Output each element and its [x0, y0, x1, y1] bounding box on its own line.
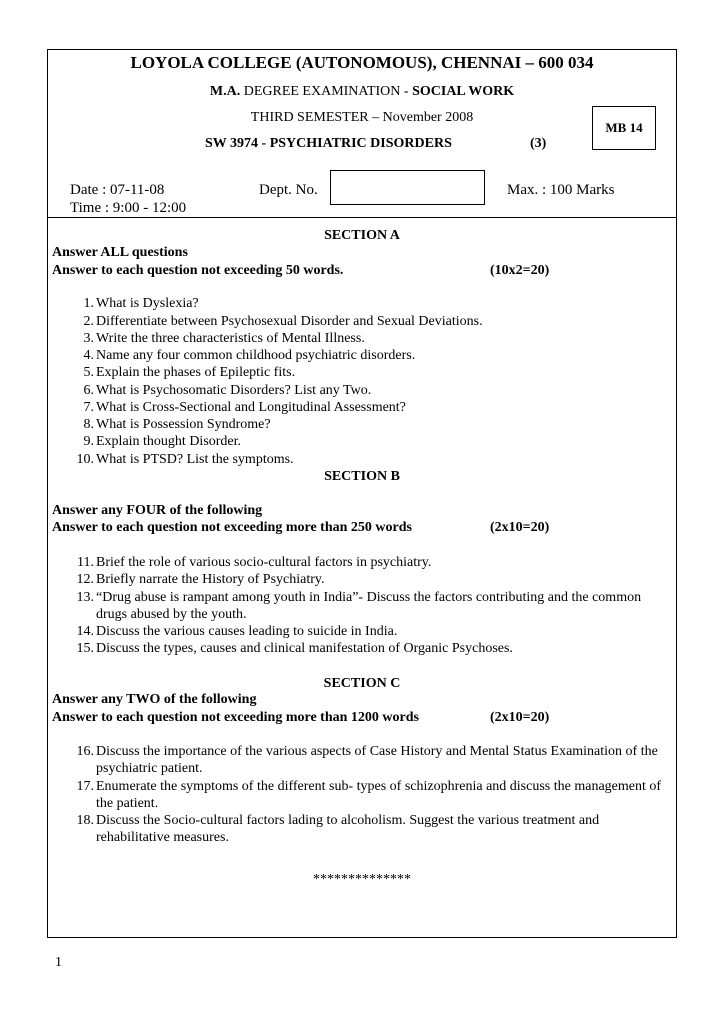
- question-number: 1.: [83, 296, 94, 311]
- question-text: Discuss the Socio-cultural factors lading to alcoholism. Suggest the various treatment and rehabilitative measures.: [96, 813, 600, 845]
- question-text: Discuss the importance of the various aspects of Case History and Mental Status Examination of the psychiatric patient.: [96, 744, 658, 776]
- section-c-title: SECTION C: [323, 676, 401, 691]
- exam-time: Time : 9:00 - 12:00: [70, 200, 187, 216]
- question-number: 2.: [83, 314, 94, 329]
- question-item: [72, 313, 672, 330]
- max-marks: Max. : 100 Marks: [507, 182, 615, 198]
- question-item: [72, 589, 672, 623]
- question-text: What is Dyslexia?: [96, 296, 199, 311]
- section-a-word-limit: Answer to each question not exceeding 50 words.: [52, 263, 344, 278]
- question-text: Explain thought Disorder.: [96, 434, 242, 449]
- question-number: 6.: [83, 383, 94, 398]
- dept-number-field[interactable]: [330, 170, 485, 205]
- question-number: 5.: [83, 365, 94, 380]
- question-number: 8.: [83, 417, 94, 432]
- question-number: 9.: [83, 434, 94, 449]
- question-text: Write the three characteristics of Mental Illness.: [96, 331, 365, 346]
- question-text: Discuss the various causes leading to suicide in India.: [96, 624, 398, 639]
- question-item: [72, 812, 672, 846]
- question-text: Discuss the types, causes and clinical manifestation of Organic Psychoses.: [96, 641, 513, 656]
- question-item: [72, 778, 672, 812]
- degree-subject: SOCIAL WORK: [412, 84, 515, 99]
- question-item: [72, 743, 672, 777]
- question-item: [72, 416, 672, 433]
- question-text: Explain the phases of Epileptic fits.: [96, 365, 296, 380]
- question-item: [72, 433, 672, 450]
- paper-code-box: MB 14: [592, 106, 656, 150]
- question-item: [72, 623, 672, 640]
- question-item: [72, 295, 672, 312]
- question-number: 7.: [83, 400, 94, 415]
- question-text: Enumerate the symptoms of the different sub- types of schizophrenia and discuss the management of the patient.: [96, 779, 662, 811]
- section-a-instruction: Answer ALL questions: [52, 245, 188, 260]
- question-item: [72, 330, 672, 347]
- question-item: [72, 640, 672, 657]
- question-number: 18.: [76, 813, 94, 828]
- question-item: [72, 347, 672, 364]
- header-divider: [47, 217, 677, 218]
- question-number: 17.: [76, 779, 94, 794]
- question-text: What is PTSD? List the symptoms.: [96, 452, 294, 467]
- question-number: 4.: [83, 348, 94, 363]
- college-name: LOYOLA COLLEGE (AUTONOMOUS), CHENNAI – 600 034: [130, 53, 594, 72]
- question-item: [72, 571, 672, 588]
- degree-mid: DEGREE EXAMINATION -: [240, 84, 413, 99]
- semester-line: THIRD SEMESTER – November 2008: [250, 110, 474, 125]
- question-text: What is Psychosomatic Disorders? List any Two.: [96, 383, 372, 398]
- question-text: Brief the role of various socio-cultural factors in psychiatry.: [96, 555, 432, 570]
- question-text: Briefly narrate the History of Psychiatry.: [96, 572, 325, 587]
- end-mark: **************: [313, 872, 411, 887]
- section-b-marks: (2x10=20): [490, 520, 550, 535]
- question-item: [72, 382, 672, 399]
- question-number: 10.: [76, 452, 94, 467]
- question-number: 16.: [76, 744, 94, 759]
- section-c-marks: (2x10=20): [490, 710, 550, 725]
- section-c-instruction: Answer any TWO of the following: [52, 692, 257, 707]
- question-number: 14.: [76, 624, 94, 639]
- question-item: [72, 399, 672, 416]
- question-text: “Drug abuse is rampant among youth in India”- Discuss the factors contributing and the common drugs abused by the youth.: [96, 590, 642, 622]
- degree-bold: M.A.: [209, 84, 241, 99]
- question-text: What is Cross-Sectional and Longitudinal Assessment?: [96, 400, 406, 415]
- paper-title: SW 3974 - PSYCHIATRIC DISORDERS: [205, 136, 452, 151]
- question-text: Name any four common childhood psychiatric disorders.: [96, 348, 416, 363]
- page-number: 1: [55, 955, 62, 970]
- question-number: 15.: [76, 641, 94, 656]
- section-b-word-limit: Answer to each question not exceeding more than 250 words: [52, 520, 412, 535]
- question-text: Differentiate between Psychosexual Disorder and Sexual Deviations.: [96, 314, 483, 329]
- section-b-instruction: Answer any FOUR of the following: [52, 503, 263, 518]
- question-item: [72, 451, 672, 468]
- section-c-word-limit: Answer to each question not exceeding more than 1200 words: [52, 710, 419, 725]
- degree-line: [47, 84, 677, 100]
- question-number: 11.: [77, 555, 94, 570]
- exam-date: Date : 07-11-08: [70, 182, 165, 198]
- section-a-marks: (10x2=20): [490, 263, 550, 278]
- question-number: 12.: [76, 572, 94, 587]
- question-number: 13.: [76, 590, 94, 605]
- question-number: 3.: [83, 331, 94, 346]
- question-text: What is Possession Syndrome?: [96, 417, 271, 432]
- section-b-title: SECTION B: [324, 469, 400, 484]
- question-item: [72, 554, 672, 571]
- paper-number: (3): [530, 136, 547, 151]
- dept-label: Dept. No.: [259, 182, 318, 198]
- section-a-title: SECTION A: [324, 228, 400, 243]
- question-item: [72, 364, 672, 381]
